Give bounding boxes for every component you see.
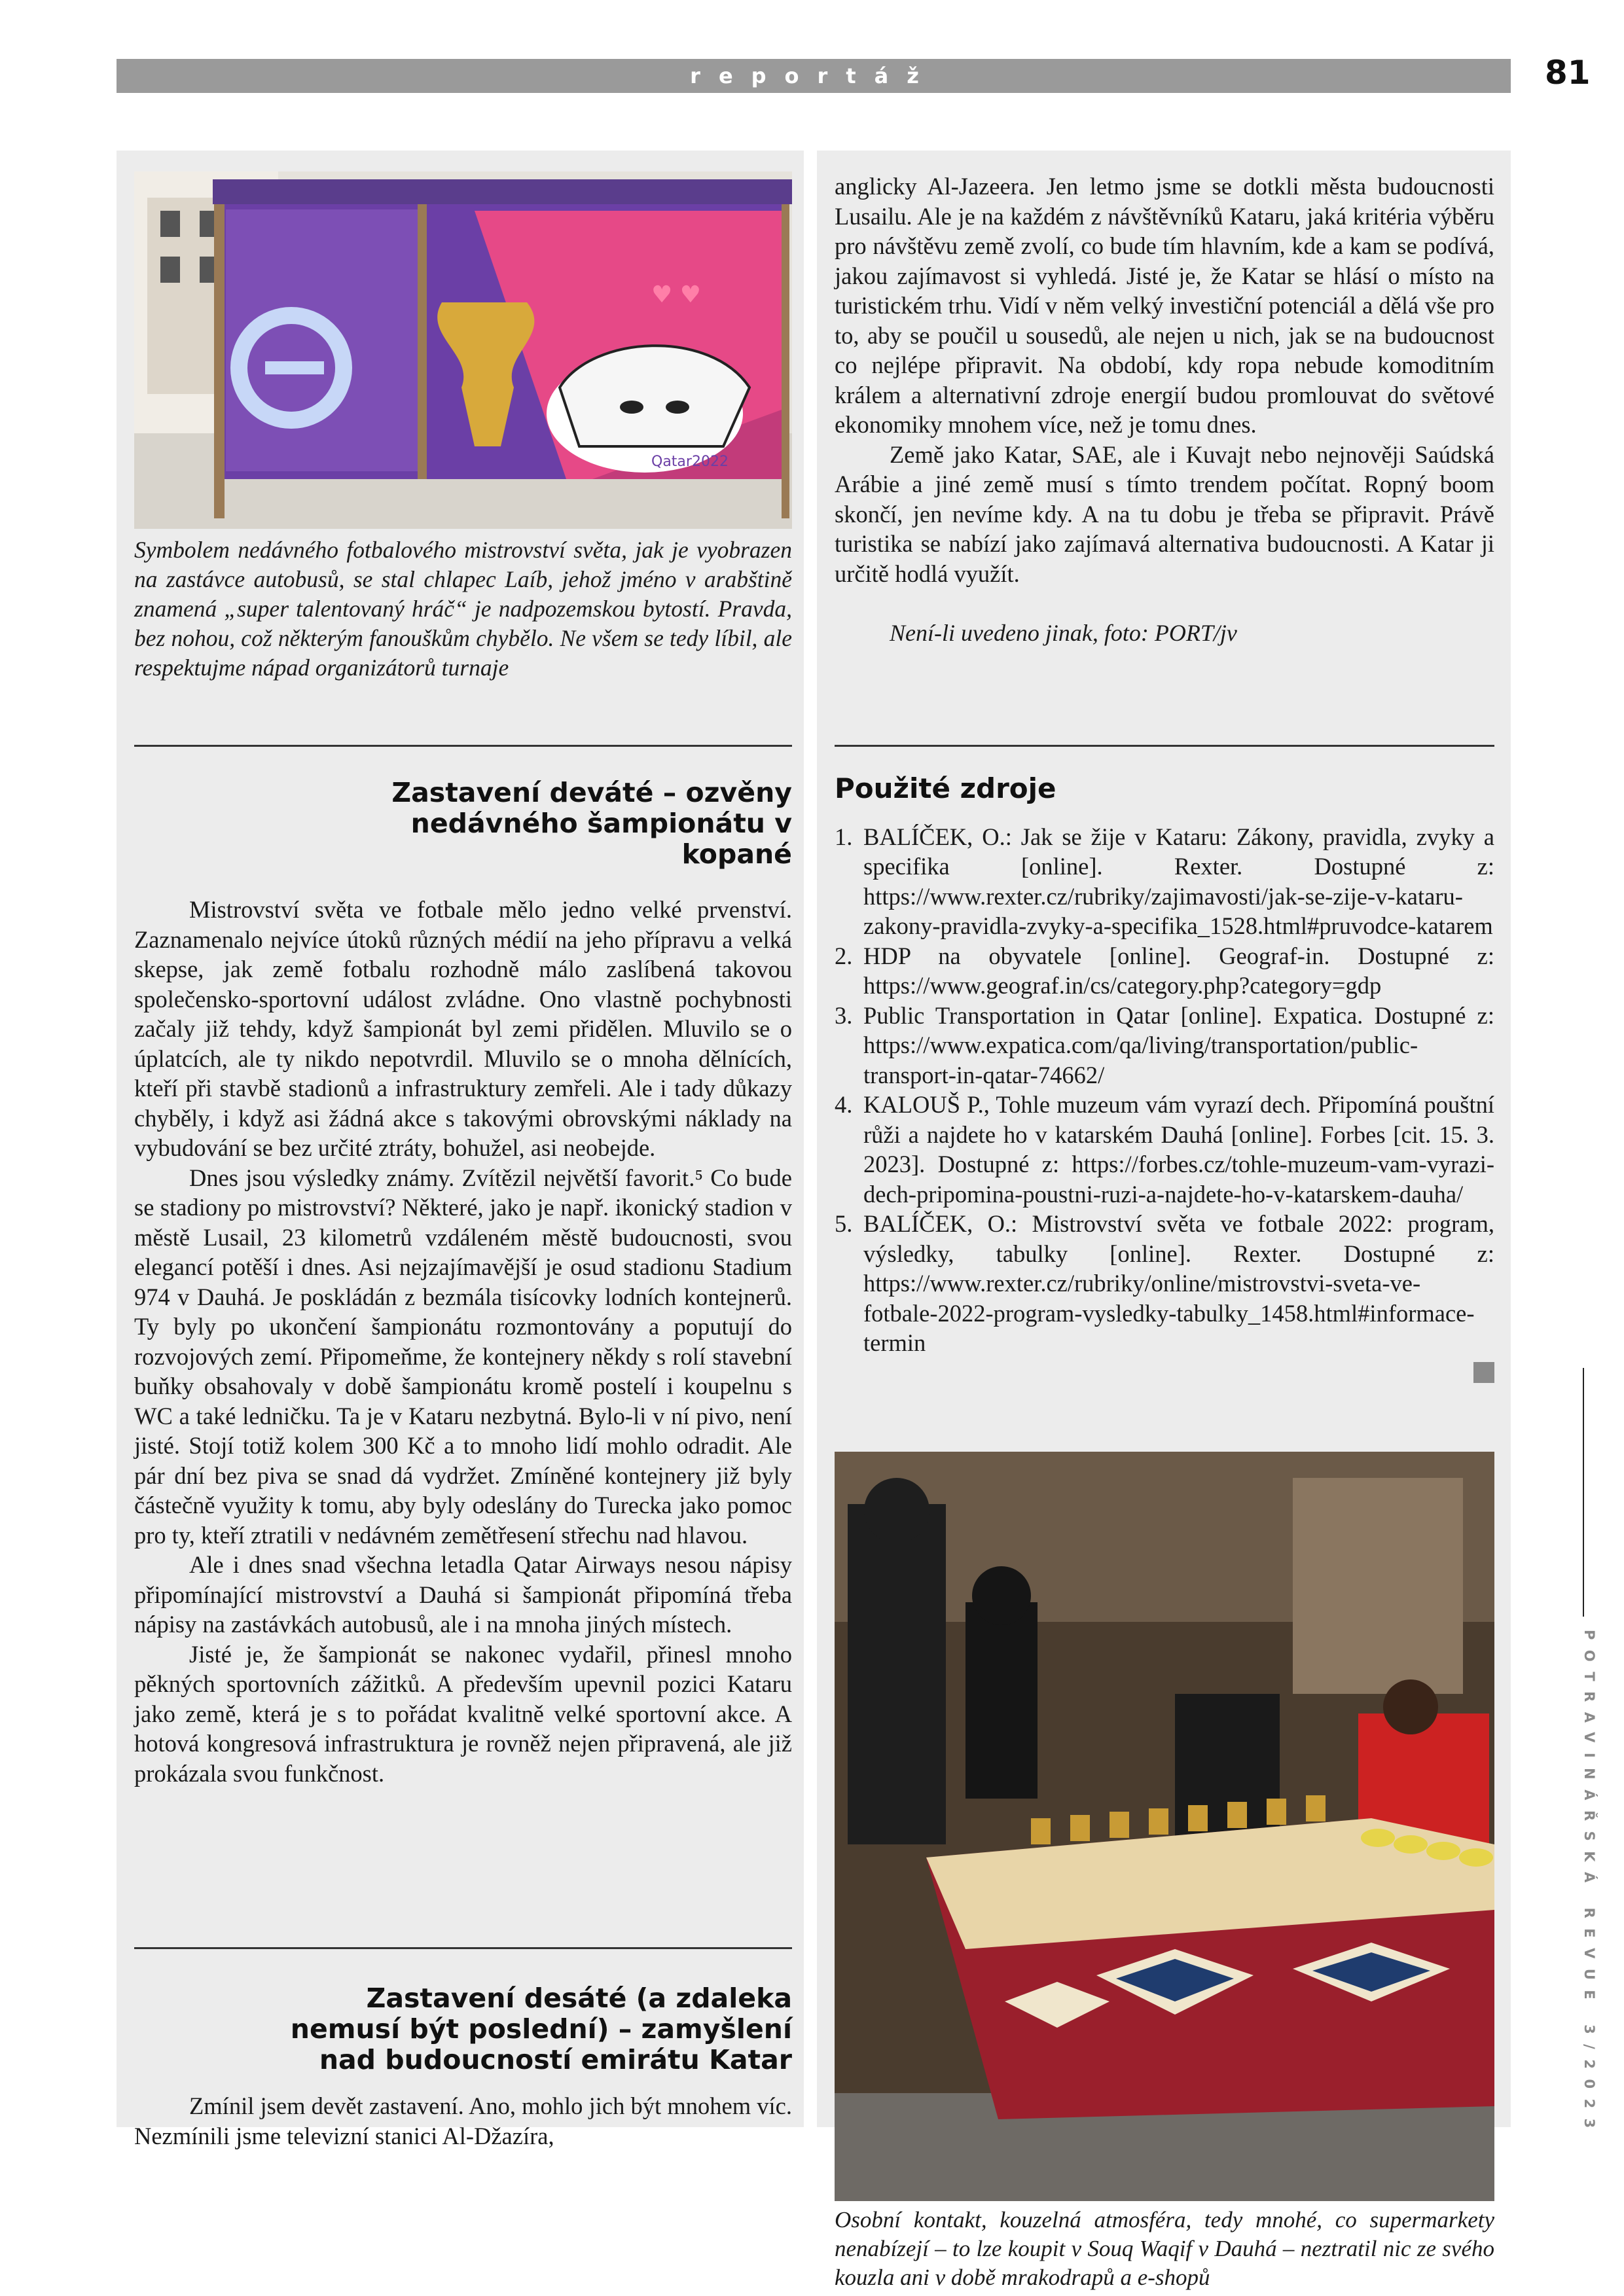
left-divider-1: [134, 745, 792, 747]
right-top-text: [835, 171, 1494, 648]
section-label: reportáž: [690, 63, 937, 88]
source-item: 2. HDP na obyvatele [online]. Geograf-in. Dostupné z: https://www.geograf.in/cs/category.php?category=gdp: [835, 942, 1494, 999]
section-ten-paragraph: Zmínil jsem devět zastavení. Ano, mohlo jich být mnohem víc. Nezmínili jsme televizní stanici Al-Džazíra,: [134, 2092, 792, 2149]
sources-list: [835, 822, 1494, 1358]
page-number: 81: [1545, 54, 1591, 92]
section-nine-paragraph: Mistrovství světa ve fotbale mělo jedno velké prvenství. Zaznamenalo nejvíce útoků různých médií na jeho přípravu a velká skepse, jak země fotbalu rozhodně málo zaslíbená takovou společensko-sportovní událost zvládne. Ono vlastně pochybnosti začaly již tehdy, když šampionát byl zemi přidělen. Mluvilo se o úplatcích, ale ty nikdo nepotvrdil. Mluvilo se o mnoha dělnících, kteří při stavbě stadionů a infrastruktury zemřeli. Ale i tady důkazy chyběly, i když asi žádná akce s takovými obrovskými náklady na vybudování se bez určité ztráty, bohužel, asi neobejde.: [134, 896, 792, 1161]
section-nine-paragraph: Dnes jsou výsledky známy. Zvítězil největší favorit.⁵ Co bude se stadiony po mistrovství? Některé, jako je např. ikonický stadion v městě Lusail, 23 kilometrů vzdáleném městě budoucnosti, svou elegancí potěší i dnes. Asi nejzajímavější je osud stadionu Stadium 974 v Dauhá. Je poskládán z bezmála tisícovky lodních kontejnerů. Ty byly po ukončení šampionátu rozmontovány a poputují do rozvojových zemí. Připomeňme, že kontejnery někdy s rolí stavební buňky obsahovaly v době šampionátu kromě postelí i koupelnu s WC a také ledničku. Ta je v Kataru nezbytná. Bylo-li v ní pivo, není jisté. Stojí totiž kolem 300 Kč a to mnoho lidí mohlo odradit. Ale pár dní bez piva se snad dá vydržet. Zmíněné kontejnery již byly částečně využity k tomu, aby byly odeslány do Turecka jako pomoc pro ty, kteří ztratili v nedávném zemětřesení střechu nad hlavou.: [134, 1164, 792, 1549]
bus-stop-photo: [134, 171, 792, 529]
journal-side-label: POTRAVINÁŘSKÁ REVUE 3/2023: [1581, 1630, 1597, 2138]
source-item: 5. BALÍČEK, O.: Mistrovství světa ve fotbale 2022: program, výsledky, tabulky [online]. Rexter. Dostupné z: https://www.rexter.cz/rubriky/online/mistrovstvi-sveta-ve-fotbale-2022-program-vysledky-tabulky_1458.html#informace-termin: [835, 1210, 1494, 1356]
sources-title: Použité zdroje: [835, 772, 1056, 804]
source-item: 1. BALÍČEK, O.: Jak se žije v Kataru: Zákony, pravidla, zvyky a specifika [online]. Rexter. Dostupné z: https://www.rexter.cz/rubriky/zajimavosti/jak-se-zije-v-kataru-zakony-pravidla-zvyky-a-specifika_1528.html#pruvodce-katarem: [835, 823, 1494, 939]
section-nine: [134, 778, 792, 1788]
source-item: 3. Public Transportation in Qatar [online]. Expatica. Dostupné z: https://www.expatica.com/qa/living/transportation/public-transport-in-qatar-74662/: [835, 1001, 1494, 1088]
end-of-article-square: [1473, 1362, 1494, 1383]
photo-credit: Není-li uvedeno jinak, foto: PORT/jv: [890, 620, 1237, 646]
sources-block: [835, 774, 1494, 1383]
left-divider-2: [134, 1947, 792, 1949]
svg-text:♥ ♥: ♥ ♥: [651, 281, 701, 308]
section-header-bar: [117, 59, 1511, 93]
section-nine-title: Zastavení deváté – ozvěny nedávného šampionátu v kopané: [391, 777, 792, 870]
side-label-rule: [1583, 1368, 1584, 1617]
bus-stop-photo-caption: Symbolem nedávného fotbalového mistrovství světa, jak je vyobrazen na zastávce autobusů, se stal chlapec Laíb, jehož jméno v arabštině znamená „super talentovaný hráč“ je nadpozemskou bytostí. Pravda, bez nohou, což některým fanouškům chybělo. Ne všem se tedy líbil, ale respektujme nápad organizátorů turnaje: [134, 537, 792, 681]
qatar2022-sign-text: Qatar2022: [651, 454, 729, 470]
section-ten: [134, 1983, 792, 2151]
right-paragraph: Země jako Katar, SAE, ale i Kuvajt nebo nejnověji Saúdská Arábie a jiné země musí s tímto trendem počítat. Ropný boom skončí, jen nevíme kdy. A na tu dobu je třeba se připravit. Právě turistika se nabízí jako zajímavá alternativa budoucnosti. A Katar ji určitě hodlá využít.: [835, 440, 1494, 587]
souq-market-photo-caption: Osobní kontakt, kouzelná atmosféra, tedy mnohé, co supermarkety nenabízejí – to lze koupit v Souq Waqif v Dauhá – neztratil nic ze svého kouzla ani v době mrakodrapů a e-shopů: [835, 2207, 1494, 2290]
right-paragraph: anglicky Al-Jazeera. Jen letmo jsme se dotkli města budoucnosti Lusailu. Ale je na každém z návštěvníků Kataru, jaká kritéria výběru pro návštěvu země zvolí, co bude tím hlavním, kde a kam se podívá, jakou zajímavost si vyhledá. Jisté je, že Katar se hlásí o místo na turistickém trhu. Vidí v něm velký investiční potenciál a dělá vše pro to, aby se poučil u sousedů, ale nejen u nich, jak se na budoucnost co nejlépe připravit. Na období, kdy ropa nebude komoditním králem a alternativní zdroje energií budou promlouvat do světové ekonomiky mnohem více, než je tomu dnes.: [835, 173, 1494, 438]
right-divider: [835, 745, 1494, 747]
source-item: 4. KALOUŠ P., Tohle muzeum vám vyrazí dech. Připomíná pouštní růži a najdete ho v katarském Dauhá [online]. Forbes [cit. 15. 3. 2023]. Dostupné z: https://forbes.cz/tohle-muzeum-vam-vyrazi-dech-pripomina-poustni-ruzi-a-najdete-ho-v-katarskem-dauha/: [835, 1091, 1494, 1208]
section-ten-title: Zastavení desáté (a zdaleka nemusí být poslední) – zamyšlení nad budoucností emirátu Katar: [290, 1982, 792, 2075]
section-nine-paragraph: Jisté je, že šampionát se nakonec vydařil, přinesl mnoho pěkných sportovních zážitků. A především upevnil pozici Kataru jako země, která je s to pořádat kvalitně velké sportovní akce. A hotová kongresová infrastruktura je rovněž nejen připravená, ale již prokázala svou funkčnost.: [134, 1640, 792, 1787]
section-nine-paragraph: Ale i dnes snad všechna letadla Qatar Airways nesou nápisy připomínající mistrovství a Dauhá si šampionát připomíná třeba nápisy na zastávkách autobusů, ale i na mnoha jiných místech.: [134, 1551, 792, 1638]
souq-market-photo: [835, 1452, 1494, 2201]
